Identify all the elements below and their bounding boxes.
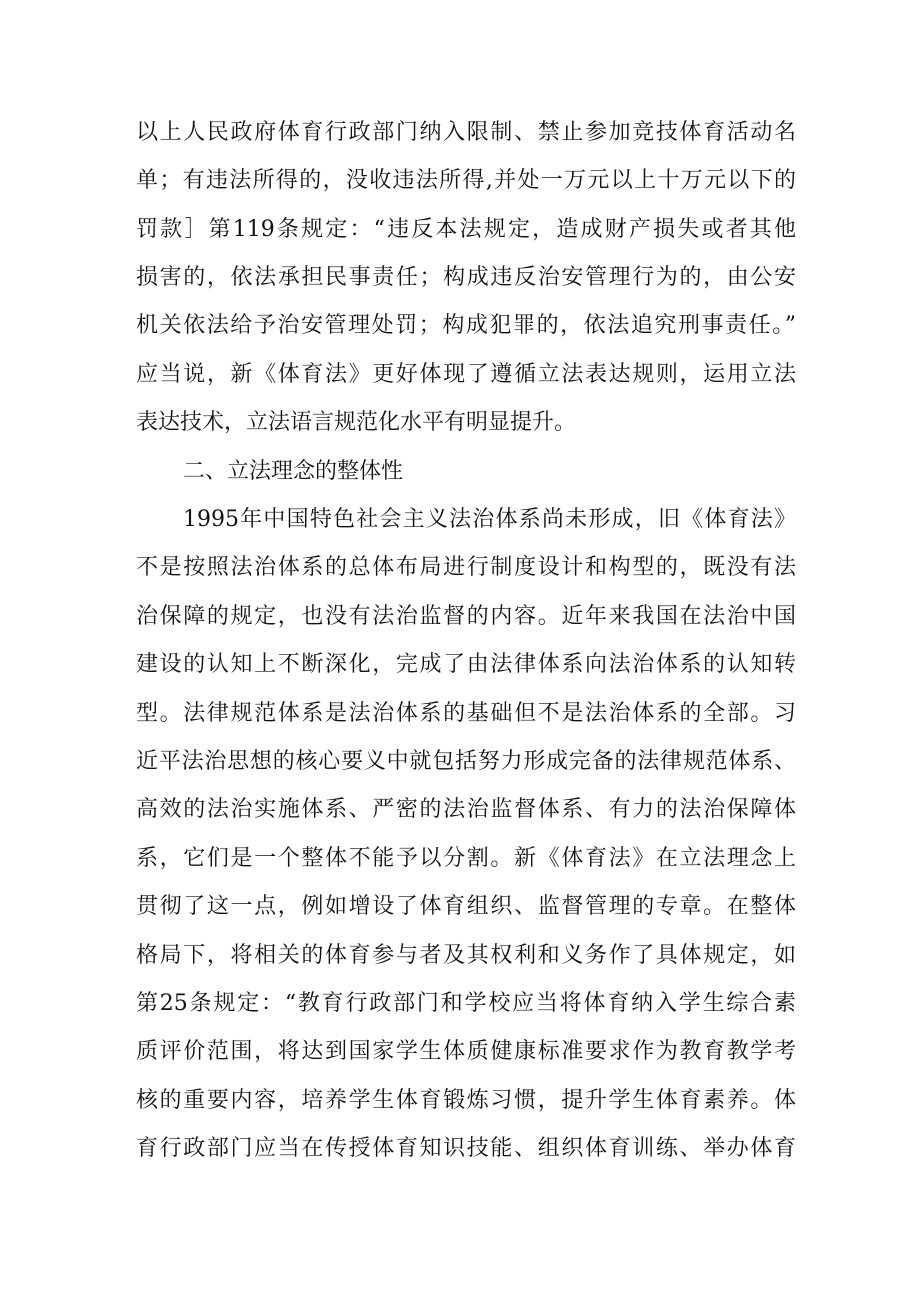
text-line-5: 机关依法给予治安管理处罚；构成犯罪的，依法追究刑事责任。”	[136, 313, 796, 338]
text-line-13: 型。法律规范体系是法治体系的基础但不是法治体系的全部。习	[136, 701, 796, 726]
text-line-15: 高效的法治实施体系、严密的法治监督体系、有力的法治保障体	[136, 797, 796, 822]
text-line-1: 以上人民政府体育行政部门纳入限制、禁止参加竞技体育活动名	[136, 120, 796, 145]
text-line-16: 系，它们是一个整体不能予以分割。新《体育法》在立法理念上	[136, 846, 796, 871]
text-line-3: 罚款］第119条规定：“违反本法规定，造成财产损失或者其他	[136, 217, 796, 242]
text-line-20: 质评价范围，将达到国家学生体质健康标准要求作为教育教学考	[136, 1039, 796, 1064]
text-line-6: 应当说，新《体育法》更好体现了遵循立法表达规则，运用立法	[136, 362, 796, 387]
text-line-18: 格局下，将相关的体育参与者及其权利和义务作了具体规定，如	[136, 943, 796, 968]
text-line-11: 治保障的规定，也没有法治监督的内容。近年来我国在法治中国	[136, 604, 796, 629]
text-line-7: 表达技术，立法语言规范化水平有明显提升。	[136, 410, 577, 435]
text-line-14: 近平法治思想的核心要义中就包括努力形成完备的法律规范体系、	[136, 749, 796, 774]
text-line-17: 贯彻了这一点，例如增设了体育组织、监督管理的专章。在整体	[136, 894, 796, 919]
text-line-22: 育行政部门应当在传授体育知识技能、组织体育训练、举办体育	[136, 1136, 796, 1161]
text-line-12: 建设的认知上不断深化，完成了由法律体系向法治体系的认知转	[136, 652, 796, 677]
text-line-19: 第25条规定：“教育行政部门和学校应当将体育纳入学生综合素	[136, 991, 796, 1016]
text-line-2: 单；有违法所得的，没收违法所得,并处一万元以上十万元以下的	[136, 168, 796, 193]
text-line-9: 1995年中国特色社会主义法治体系尚未形成，旧《体育法》	[183, 507, 796, 532]
section-heading: 二、立法理念的整体性	[183, 459, 404, 484]
text-line-4: 损害的，依法承担民事责任；构成违反治安管理行为的，由公安	[136, 265, 796, 290]
text-line-21: 核的重要内容，培养学生体育锻炼习惯，提升学生体育素养。体	[136, 1088, 796, 1113]
text-line-10: 不是按照法治体系的总体布局进行制度设计和构型的，既没有法	[136, 555, 796, 580]
